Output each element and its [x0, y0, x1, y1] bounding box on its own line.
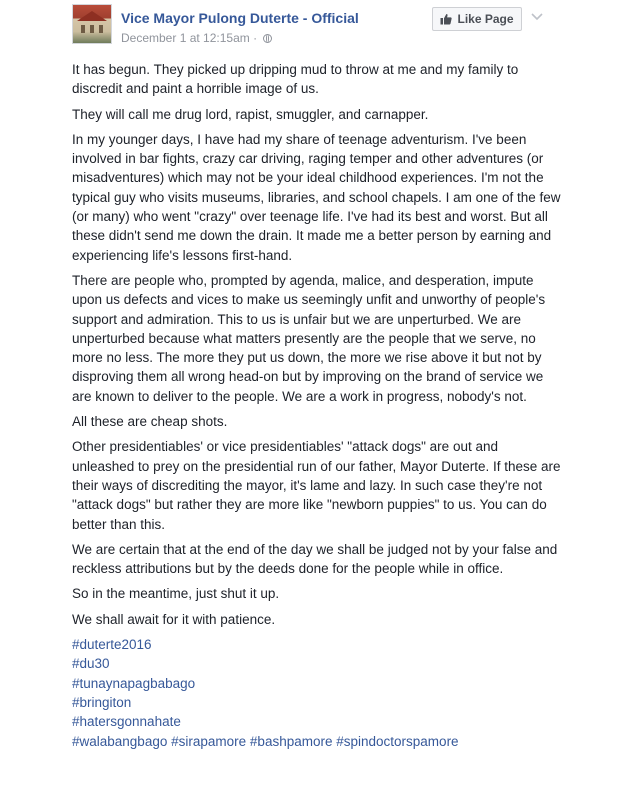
post-paragraph: We shall await for it with patience. — [72, 611, 276, 627]
avatar-building-roof — [77, 11, 107, 21]
hashtag-link[interactable]: #spindoctorspamore — [336, 733, 459, 749]
like-page-label: Like Page — [457, 12, 514, 26]
post-paragraph: It has begun. They picked up dripping mud to throw at me and my family to discredit and paint a horrible image of us. — [72, 62, 519, 97]
hashtag-link[interactable]: #tunaynapagbabago — [72, 675, 196, 691]
hashtag-list — [72, 635, 562, 751]
chevron-down-icon[interactable] — [530, 10, 544, 24]
avatar-window — [90, 25, 94, 33]
hashtag-link[interactable]: #bashpamore — [249, 733, 333, 749]
post-paragraph: So in the meantime, just shut it up. — [72, 586, 280, 602]
post-timestamp[interactable]: December 1 at 12:15am — [121, 31, 250, 45]
post-paragraph: They will call me drug lord, rapist, smuggler, and carnapper. — [72, 106, 429, 122]
post-paragraph: We are certain that at the end of the day we shall be judged not by your false and reckless attributions but by the deeds done for the people while in office. — [72, 541, 558, 577]
post-meta — [121, 31, 272, 45]
post-body — [72, 60, 562, 751]
post-paragraph: There are people who, prompted by agenda, malice, and desperation, impute upon us defects and vices to make us seemingly unfit and unworthy of people's support and admiration. This to us is unfair but we are unperturbed. We are unperturbed because what matters presently are the people that we serve, no more no less. The more they put us down, the more we rise above it but not by disproving them all wrong head-on but by improving on the brand of service we are known to deliver to the people. We are a work in progress, nobody's not. — [72, 272, 546, 404]
post-paragraph: All these are cheap shots. — [72, 414, 228, 430]
hashtag-link[interactable]: #du30 — [72, 656, 110, 672]
hashtag-link[interactable]: #hatersgonnahate — [72, 714, 181, 730]
avatar-window — [81, 25, 85, 33]
post-paragraph: In my younger days, I have had my share of teenage adventurism. I've been involved in bar fights, crazy car driving, raging temper and other adventures (or misadventures) which may not be your ideal childhood experiences. I'm not the typical guy who visits museums, libraries, and school chapels. I am one of the few (or many) who went "crazy" over teenage life. I've had its best and worst. But all these didn't send me down the drain. It made me a better person by earning and experiencing life's lessons first-hand. — [72, 131, 561, 263]
hashtag-link[interactable]: #walabangbago — [72, 733, 168, 749]
thumbs-up-icon — [440, 13, 452, 25]
post-paragraph: Other presidentiables' or vice presidentiables' "attack dogs" are out and unleashed to prey on the presidential run of our father, Mayor Duterte. If these are their ways of discrediting the mayor, it's lame and lazy. In such case they're not "attack dogs" but rather they are more like "newborn puppies" to us. You can do better than this. — [72, 439, 561, 532]
page-name-link[interactable]: Vice Mayor Pulong Duterte - Official — [121, 10, 359, 26]
hashtag-link[interactable]: #sirapamore — [171, 733, 247, 749]
globe-icon — [263, 34, 272, 43]
avatar-window — [99, 25, 103, 33]
page-avatar[interactable] — [72, 4, 112, 44]
hashtag-link[interactable]: #bringiton — [72, 694, 132, 710]
post-header — [0, 0, 640, 52]
meta-separator: · — [253, 31, 258, 45]
like-page-button[interactable] — [432, 7, 522, 31]
hashtag-link[interactable]: #duterte2016 — [72, 637, 152, 653]
